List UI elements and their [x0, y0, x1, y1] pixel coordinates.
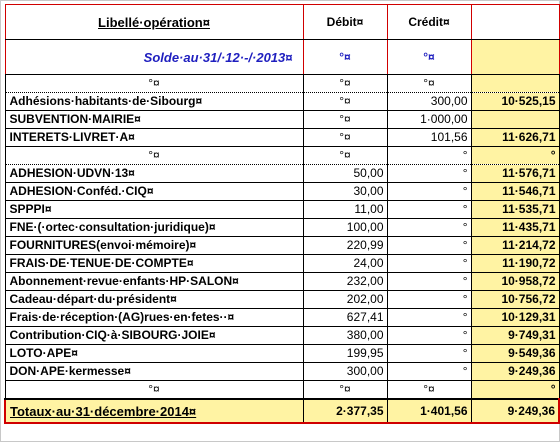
table-row: [5, 363, 559, 381]
header-label: Libellé·opération¤: [5, 5, 303, 40]
row-debit: 50,00: [303, 165, 387, 183]
table-row: [5, 75, 559, 93]
row-debit: 202,00: [303, 291, 387, 309]
table-row: [5, 147, 559, 165]
row-label: ADHESION·Conféd.·CIQ¤: [5, 183, 303, 201]
header-row: [5, 5, 559, 40]
row-credit: °: [387, 273, 471, 291]
row-debit: °¤: [303, 147, 387, 165]
row-debit: 30,00: [303, 183, 387, 201]
row-label: Adhésions·habitants·de·Sibourg¤: [5, 93, 303, 111]
table-row: [5, 219, 559, 237]
table-row: [5, 273, 559, 291]
opening-balance-row: [5, 40, 559, 75]
header-credit: Crédit¤: [387, 5, 471, 40]
row-credit: 1·000,00: [387, 111, 471, 129]
row-balance: [471, 111, 559, 129]
totals-balance: 9·249,36: [471, 399, 559, 423]
row-credit: °: [387, 291, 471, 309]
row-label: °¤: [5, 75, 303, 93]
row-credit: °: [387, 183, 471, 201]
row-balance: 11·190,72: [471, 255, 559, 273]
row-label: °¤: [5, 147, 303, 165]
table-row: [5, 183, 559, 201]
row-label: FRAIS·DE·TENUE·DE·COMPTE¤: [5, 255, 303, 273]
row-label: LOTO·APE¤: [5, 345, 303, 363]
row-debit: 220,99: [303, 237, 387, 255]
row-label: Contribution·CIQ·à·SIBOURG·JOIE¤: [5, 327, 303, 345]
header-balance: [471, 5, 559, 40]
opening-balance-value: [471, 40, 559, 75]
row-debit: 232,00: [303, 273, 387, 291]
row-label: Cadeau·départ·du·président¤: [5, 291, 303, 309]
row-debit: °¤: [303, 111, 387, 129]
table-row: [5, 381, 559, 400]
row-balance: 10·525,15: [471, 93, 559, 111]
row-label: FOURNITURES(envoi·mémoire)¤: [5, 237, 303, 255]
row-credit: °: [387, 147, 471, 165]
row-label: Abonnement·revue·enfants·HP·SALON¤: [5, 273, 303, 291]
row-credit: °: [387, 201, 471, 219]
row-credit: °: [387, 363, 471, 381]
row-label: Frais·de·réception·(AG)rues·en·fetes··¤: [5, 309, 303, 327]
row-credit: °: [387, 219, 471, 237]
row-balance: 11·214,72: [471, 237, 559, 255]
table-row: [5, 93, 559, 111]
row-label: ADHESION·UDVN·13¤: [5, 165, 303, 183]
row-debit: °¤: [303, 129, 387, 147]
row-label: DON·APE·kermesse¤: [5, 363, 303, 381]
row-debit: °¤: [303, 381, 387, 400]
table-row: [5, 327, 559, 345]
opening-balance-debit: °¤: [303, 40, 387, 75]
row-debit: 300,00: [303, 363, 387, 381]
totals-row: [5, 399, 559, 423]
table-row: [5, 255, 559, 273]
table-row: [5, 129, 559, 147]
row-balance: °: [471, 381, 559, 400]
table-row: [5, 291, 559, 309]
row-balance: 10·958,72: [471, 273, 559, 291]
row-credit: 300,00: [387, 93, 471, 111]
row-balance: 11·576,71: [471, 165, 559, 183]
row-debit: 100,00: [303, 219, 387, 237]
row-credit: 101,56: [387, 129, 471, 147]
row-credit: °: [387, 327, 471, 345]
operations-table: [4, 4, 560, 424]
row-label: SUBVENTION·MAIRIE¤: [5, 111, 303, 129]
row-label: INTERETS·LIVRET·A¤: [5, 129, 303, 147]
row-credit: °: [387, 345, 471, 363]
row-balance: 10·756,72: [471, 291, 559, 309]
row-credit: °¤: [387, 75, 471, 93]
row-balance: 9·749,31: [471, 327, 559, 345]
row-debit: 380,00: [303, 327, 387, 345]
row-debit: °¤: [303, 75, 387, 93]
totals-debit: 2·377,35: [303, 399, 387, 423]
row-credit: °: [387, 237, 471, 255]
opening-balance-credit: °¤: [387, 40, 471, 75]
row-debit: 627,41: [303, 309, 387, 327]
table-row: [5, 111, 559, 129]
row-balance: 9·549,36: [471, 345, 559, 363]
table-row: [5, 201, 559, 219]
row-balance: °: [471, 147, 559, 165]
row-balance: 11·626,71: [471, 129, 559, 147]
row-balance: 10·129,31: [471, 309, 559, 327]
row-balance: 11·535,71: [471, 201, 559, 219]
row-balance: [471, 75, 559, 93]
header-debit: Débit¤: [303, 5, 387, 40]
table-row: [5, 309, 559, 327]
row-balance: 11·546,71: [471, 183, 559, 201]
table-row: [5, 345, 559, 363]
row-label: SPPPI¤: [5, 201, 303, 219]
opening-balance-label: Solde·au·31/·12·-/·2013¤: [5, 40, 303, 75]
row-credit: °: [387, 165, 471, 183]
row-debit: 24,00: [303, 255, 387, 273]
row-label: FNE·(·ortec·consultation·juridique)¤: [5, 219, 303, 237]
row-balance: 11·435,71: [471, 219, 559, 237]
row-debit: 199,95: [303, 345, 387, 363]
row-credit: °: [387, 255, 471, 273]
totals-label: Totaux·au·31·décembre·2014¤: [5, 399, 303, 423]
row-balance: 9·249,36: [471, 363, 559, 381]
totals-credit: 1·401,56: [387, 399, 471, 423]
table-row: [5, 165, 559, 183]
row-credit: °: [387, 309, 471, 327]
row-label: °¤: [5, 381, 303, 400]
row-debit: 11,00: [303, 201, 387, 219]
table-row: [5, 237, 559, 255]
row-credit: °¤: [387, 381, 471, 400]
row-debit: °¤: [303, 93, 387, 111]
